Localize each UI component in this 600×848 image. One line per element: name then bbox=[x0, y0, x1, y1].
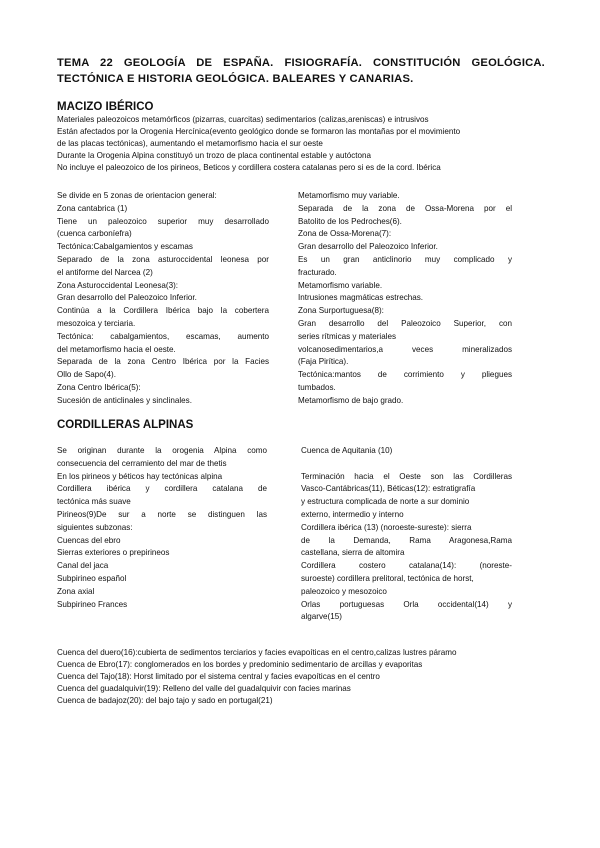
text-line: Metamorfismo de bajo grado. bbox=[298, 395, 404, 405]
text-line: Continúa a la Cordillera Ibérica bajo la cobertera bbox=[57, 306, 269, 316]
text-line: siguientes subzonas: bbox=[57, 522, 133, 532]
text-line: En los pirineos y béticos hay tectónicas alpina bbox=[57, 471, 223, 481]
text-line: Se originan durante la orogenia Alpina como bbox=[57, 446, 267, 455]
text-line: paleozoico y mesozoico bbox=[301, 586, 387, 596]
text-line: Subpirineo español bbox=[57, 573, 127, 583]
cordilleras-left-column bbox=[57, 445, 267, 611]
text-line: Tectónica: cabalgamientos, escamas, aumento bbox=[57, 331, 269, 341]
text-line: Intrusiones magmáticas estrechas. bbox=[298, 293, 424, 303]
cuenca-line: Cuenca del guadalquivir(19): Relleno del valle del guadalquivir con facies marinas bbox=[57, 684, 351, 694]
text-line: suroeste) cordillera prelitoral, tectónica de horst, bbox=[301, 573, 474, 583]
text-line: Cordillera costero catalana(14): (noreste- bbox=[301, 561, 512, 571]
cuenca-line: Cuenca del duero(16):cubierta de sedimentos terciarios y facies evapoíticas en el centro,calizas lustres páramo bbox=[57, 648, 457, 657]
text-line: Gran desarrollo del Paleozoico Inferior. bbox=[57, 293, 197, 303]
text-line: tectónica más suave bbox=[57, 497, 131, 507]
text-line: Tiene un paleozoico superior muy desarrollado bbox=[57, 216, 269, 226]
cordilleras-right-column bbox=[301, 445, 512, 624]
text-line: (cuenca carboníefra) bbox=[57, 229, 132, 239]
text-line: Zona Surportuguesa(8): bbox=[298, 306, 384, 316]
text-line: Cordillera ibérica y cordillera catalana de bbox=[57, 484, 267, 494]
text-line: mesozoica y terciaria. bbox=[57, 318, 136, 328]
text-line: Ollo de Sapo(4). bbox=[57, 370, 116, 380]
text-line: series rítmicas y materiales bbox=[298, 331, 397, 341]
cuenca-line: Cuenca de Ebro(17): conglomerados en los bordes y predominio sedimentario de arcillas y evaporitas bbox=[57, 660, 423, 670]
cuencas-list bbox=[57, 647, 457, 707]
text-line: el antiforme del Narcea (2) bbox=[57, 267, 153, 277]
text-line: Orlas portuguesas Orla occidental(14) y bbox=[301, 599, 512, 609]
text-line: Canal del jaca bbox=[57, 561, 109, 571]
text-line: del metamorfismo hacia el oeste. bbox=[57, 344, 176, 354]
text-line: Se divide en 5 zonas de orientacion general: bbox=[57, 191, 217, 200]
macizo-left-column bbox=[57, 190, 269, 408]
text-line: y estructura complicada de norte a sur dominio bbox=[301, 497, 470, 507]
text-line: Separado de la zona asturoccidental leonesa por bbox=[57, 254, 269, 264]
intro-line: Materiales paleozoicos metamórficos (pizarras, cuarcitas) sedimentarios (calizas,areniscas) e intrusivos bbox=[57, 115, 429, 124]
text-line: (Faja Pirítica). bbox=[298, 357, 349, 367]
text-line: Terminación hacia el Oeste son las Cordilleras bbox=[301, 471, 512, 481]
text-line: Metamorfismo muy variable. bbox=[298, 191, 400, 200]
text-line: Cordillera ibérica (13) (noroeste-sureste): sierra bbox=[301, 522, 472, 532]
text-line: Zona cantabrica (1) bbox=[57, 203, 128, 213]
text-line: algarve(15) bbox=[301, 612, 342, 622]
text-line: Sucesión de anticlinales y sinclinales. bbox=[57, 395, 192, 405]
text-line: volcanosedimentarios,a veces mineralizados bbox=[298, 344, 512, 354]
text-line: Vasco-Cantábricas(11), Béticas(12): estratigrafía bbox=[301, 484, 476, 494]
text-line: Tectónica:mantos de corrimiento y pliegues bbox=[298, 370, 512, 380]
cuenca-line: Cuenca del Tajo(18): Horst limitado por el sistema central y facies evapoíticas en el centro bbox=[57, 672, 380, 682]
page-title: TEMA 22 GEOLOGÍA DE ESPAÑA. FISIOGRAFÍA. CONSTITUCIÓN GEOLÓGICA. TECTÓNICA E HISTORIA GEOLÓGICA. BALEARES Y CANARIAS. bbox=[57, 57, 545, 85]
intro-line: No incluye el paleozoico de los pirineos, Beticos y cordillera costera catalanas pero si es de la cord. Ibérica bbox=[57, 163, 441, 173]
macizo-intro bbox=[57, 114, 547, 174]
macizo-right-column bbox=[298, 190, 512, 408]
section-heading-macizo: MACIZO IBÉRICO bbox=[57, 101, 154, 113]
text-line: de la Demanda, Rama Aragonesa,Rama bbox=[301, 535, 512, 545]
text-line: fracturado. bbox=[298, 267, 337, 277]
intro-line: de las placas tectónicas), aumentando el metamorfismo hacia el sur oeste bbox=[57, 139, 323, 149]
text-line: Zona Centro Ibérica(5): bbox=[57, 382, 141, 392]
text-line: castellana, sierra de altomira bbox=[301, 548, 405, 558]
text-line: Zona Asturoccidental Leonesa(3): bbox=[57, 280, 179, 290]
cuenca-line: Cuenca de badajoz(20): del bajo tajo y sado en portugal(21) bbox=[57, 696, 273, 706]
text-line: Cuenca de Aquitania (10) bbox=[301, 446, 393, 455]
section-heading-cordilleras: CORDILLERAS ALPINAS bbox=[57, 419, 194, 431]
text-line: Subpirineo Frances bbox=[57, 599, 128, 609]
text-line: Zona de Ossa-Morena(7): bbox=[298, 229, 392, 239]
text-line: Zona axial bbox=[57, 586, 95, 596]
text-line: tumbados. bbox=[298, 382, 336, 392]
intro-line: Durante la Orogenia Alpina constituyó un trozo de placa continental estable y autóctona bbox=[57, 151, 372, 161]
text-line: Gran desarrollo del Paleozoico Superior, con bbox=[298, 318, 512, 328]
text-line: Gran desarrollo del Paleozoico Inferior. bbox=[298, 242, 438, 252]
intro-line: Están afectados por la Orogenia Hercínica(evento geológico donde se formaron las montañas por el movimiento bbox=[57, 127, 461, 137]
text-line: consecuencia del cerramiento del mar de thetis bbox=[57, 458, 227, 468]
text-line: externo, intermedio y interno bbox=[301, 509, 404, 519]
text-line: Sierras exteriores o prepirineos bbox=[57, 548, 170, 558]
text-line: Es un gran anticlinorio muy complicado y bbox=[298, 254, 512, 264]
text-line: Cuencas del ebro bbox=[57, 535, 121, 545]
text-line: Batolito de los Pedroches(6). bbox=[298, 216, 402, 226]
text-line: Separada de la zona Centro Ibérica por la Facies bbox=[57, 357, 269, 367]
text-line: Metamorfismo variable. bbox=[298, 280, 383, 290]
text-line bbox=[301, 458, 512, 471]
text-line: Separada de la zona de Ossa-Morena por el bbox=[298, 203, 512, 213]
text-line: Tectónica:Cabalgamientos y escamas bbox=[57, 242, 193, 252]
text-line: Pirineos(9)De sur a norte se distinguen las bbox=[57, 509, 267, 519]
